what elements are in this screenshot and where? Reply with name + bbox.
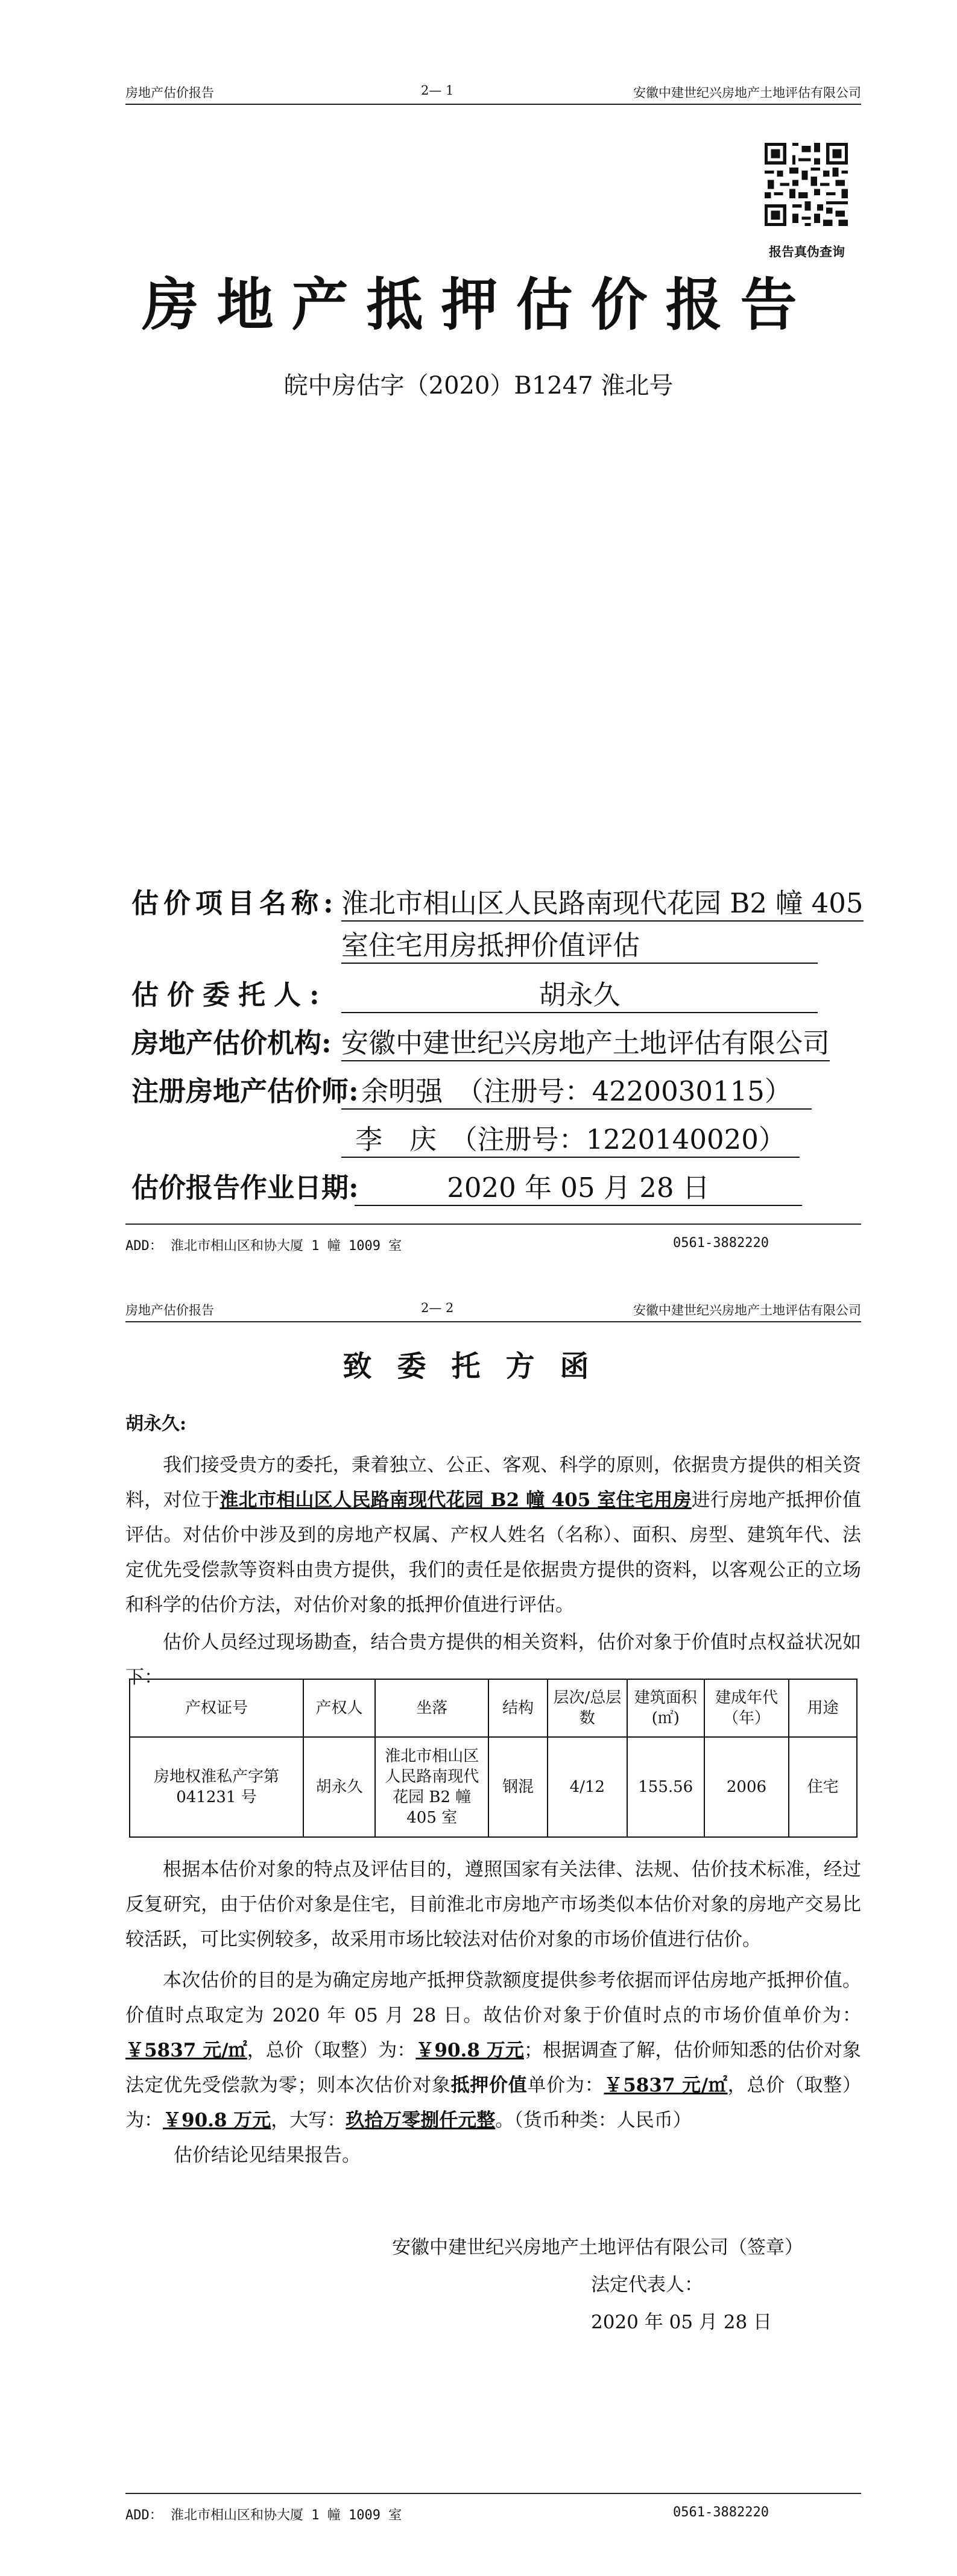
para4-text-e: ，总价（取整）为：: [125, 2075, 862, 2131]
header-page-number: 2— 2: [421, 1301, 454, 1315]
qr-caption: 报告真伪查询: [769, 245, 845, 259]
cover-letter-page: [0, 1299, 957, 2576]
footer-rule: [125, 1224, 861, 1225]
qr-code-icon: [762, 140, 851, 229]
header-rule: [125, 104, 861, 105]
header-company: 安徽中建世纪兴房地产土地评估有限公司: [633, 1303, 861, 1318]
document-number: 皖中房估字（2020）B1247 淮北号: [283, 372, 674, 400]
mortgage-total-price: ￥90.8 万元: [163, 2109, 271, 2131]
para5-text: 估价结论见结果报告。: [174, 2144, 361, 2166]
client-value: 胡永久: [341, 973, 818, 1013]
project-name-line2: 室住宅用房抵押价值评估: [341, 923, 818, 964]
report-date-label: 估价报告作业日期:: [131, 1172, 359, 1204]
table-header-cell: 建成年代（年）: [704, 1679, 789, 1737]
table-cell: 胡永久: [303, 1737, 375, 1837]
table-header-cell: 用途: [789, 1679, 857, 1737]
appraiser-2-value: 李 庆 （注册号：1220140020）: [341, 1117, 800, 1158]
table-header-row: [130, 1679, 857, 1737]
appraiser-label: 注册房地产估价师:: [131, 1075, 359, 1107]
footer-address: ADD： 淮北市相山区和协大厦 1 幢 1009 室: [125, 2508, 402, 2523]
signature-date: 2020 年 05 月 28 日: [591, 2311, 772, 2333]
table-header-cell: 坐落: [375, 1679, 488, 1737]
header-company: 安徽中建世纪兴房地产土地评估有限公司: [633, 86, 861, 100]
para1-text-a: 我们接受贵方的委托，秉着独立、公正、客观、科学的原则，依据贵方提供的相关资料，对位于: [125, 1454, 861, 1511]
table-header-cell: 产权证号: [130, 1679, 303, 1737]
property-table: [129, 1679, 858, 1838]
header-report-name: 房地产估价报告: [125, 86, 214, 100]
project-name-label: 估价项目名称:: [131, 887, 333, 919]
footer-phone: 0561-3882220: [673, 1236, 769, 1251]
letter-body-2: [125, 1852, 861, 2173]
project-name-value: [341, 881, 864, 922]
letter-title: 致委托方函: [343, 1349, 614, 1383]
letter-body-1: [125, 1448, 861, 1695]
appraiser-1-value: 余明强 （注册号：4220030115）: [341, 1069, 812, 1110]
appraisal-org-value: 安徽中建世纪兴房地产土地评估有限公司: [341, 1021, 830, 1061]
table-header-cell: 产权人: [303, 1679, 375, 1737]
table-cell: 4/12: [548, 1737, 627, 1837]
table-header-cell: 结构: [488, 1679, 547, 1737]
signature-company: 安徽中建世纪兴房地产土地评估有限公司（签章）: [392, 2237, 803, 2258]
table-cell: 住宅: [789, 1737, 857, 1837]
table-header-cell: 层次/总层数: [548, 1679, 627, 1737]
header-report-name: 房地产估价报告: [125, 1303, 214, 1318]
footer-rule: [125, 2493, 861, 2494]
total-price-uppercase: 玖拾万零捌仟元整: [346, 2109, 496, 2131]
para4-text-b: ，总价（取整）为：: [247, 2040, 416, 2061]
para3-text: 根据本估价对象的特点及评估目的，遵照国家有关法律、法规、估价技术标准，经过反复研究，由于估价对象是住宅，目前淮北市房地产市场类似本估价对象的房地产交易比较活跃，可比实例较多，故采用市场比较法对估价对象的市场价值进行估价。: [125, 1859, 861, 1950]
table-row: [130, 1737, 857, 1837]
mortgage-value-label: 抵押价值: [450, 2075, 528, 2096]
page-header: [125, 1301, 861, 1319]
table-cell: 155.56: [627, 1737, 704, 1837]
footer-address: ADD： 淮北市相山区和协大厦 1 幢 1009 室: [125, 1239, 402, 1254]
appraisal-org-label: 房地产估价机构:: [131, 1027, 332, 1059]
market-unit-price: ￥5837 元/㎡: [125, 2040, 247, 2061]
header-rule: [125, 1321, 861, 1322]
mortgage-unit-price: ￥5837 元/㎡: [604, 2075, 728, 2096]
table-cell: 2006: [704, 1737, 789, 1837]
client-label: 估价委托人:: [131, 979, 320, 1011]
para4-text-c: ；根据调查了解，估价师知悉的估价对象法定优先受偿款为零；则本次估价对象: [125, 2040, 862, 2096]
page-header: [125, 83, 861, 101]
para4-text-g: 。（货币种类：人民币）: [495, 2109, 692, 2131]
footer-phone: 0561-3882220: [673, 2505, 769, 2520]
para1-text-c: 进行房地产抵押价值评估。对估价中涉及到的房地产权属、产权人姓名（名称）、面积、房型、建筑年代、法定优先受偿款等资料由贵方提供，我们的责任是依据贵方提供的资料，以客观公正的立场和科学的估价方法，对估价对象的抵押价值进行评估。: [125, 1489, 862, 1616]
letter-greeting: 胡永久:: [125, 1413, 187, 1434]
para4-text-d: 单价为：: [527, 2075, 604, 2096]
table-cell: 淮北市相山区人民路南现代花园 B2 幢 405 室: [375, 1737, 488, 1837]
project-name-line1: 淮北市相山区人民路南现代花园 B2 幢 405: [341, 881, 864, 922]
signature-representative: 法定代表人：: [591, 2274, 703, 2296]
para4-text-a: 本次估价的目的是为确定房地产抵押贷款额度提供参考依据而评估房地产抵押价值。价值时点取定为 2020 年 05 月 28 日。故估价对象于价值时点的市场价值单价为：: [125, 1970, 861, 2026]
report-title: 房地产抵押估价报告: [142, 272, 815, 338]
market-total-price: ￥90.8 万元: [415, 2040, 524, 2061]
property-address: 淮北市相山区人民路南现代花园 B2 幢 405 室住宅用房: [220, 1489, 692, 1511]
header-page-number: 2— 1: [421, 83, 454, 98]
report-date-value: 2020 年 05 月 28 日: [355, 1166, 802, 1206]
table-cell: 房地权淮私产字第 041231 号: [130, 1737, 303, 1837]
para4-text-f: ，大写：: [271, 2109, 346, 2131]
table-header-cell: 建筑面积(㎡): [627, 1679, 704, 1737]
para2-text: 估价人员经过现场勘查，结合贵方提供的相关资料，估价对象于价值时点权益状况如下：: [125, 1632, 861, 1688]
table-cell: 钢混: [488, 1737, 547, 1837]
